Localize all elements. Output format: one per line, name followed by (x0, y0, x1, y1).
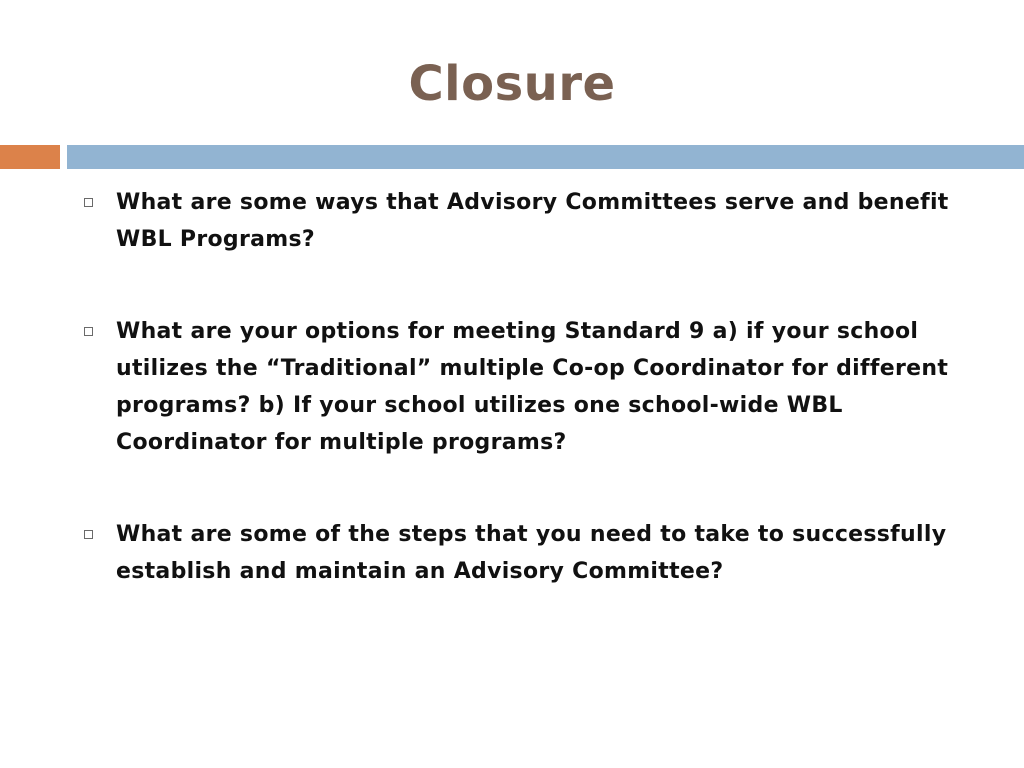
bullet-list (84, 184, 984, 645)
square-bullet-icon (84, 530, 93, 539)
square-bullet-icon (84, 327, 93, 336)
bullet-text: What are some ways that Advisory Committees serve and benefit WBL Programs? (116, 190, 949, 252)
bullet-item (84, 184, 984, 258)
bullet-item (84, 313, 984, 461)
square-bullet-icon (84, 198, 93, 207)
slide-title: Closure (408, 56, 616, 112)
bullet-item (84, 516, 984, 590)
bullet-text: What are your options for meeting Standard 9 a) if your school utilizes the “Traditional” multiple Co-op Coordinator for different programs? b) If your school utilizes one school-wide WBL Coordinator for multiple programs? (116, 319, 949, 455)
accent-bar-orange (0, 145, 60, 169)
bullet-text: What are some of the steps that you need to take to successfully establish and maintain an Advisory Committee? (116, 522, 947, 584)
accent-bar-blue (67, 145, 1024, 169)
